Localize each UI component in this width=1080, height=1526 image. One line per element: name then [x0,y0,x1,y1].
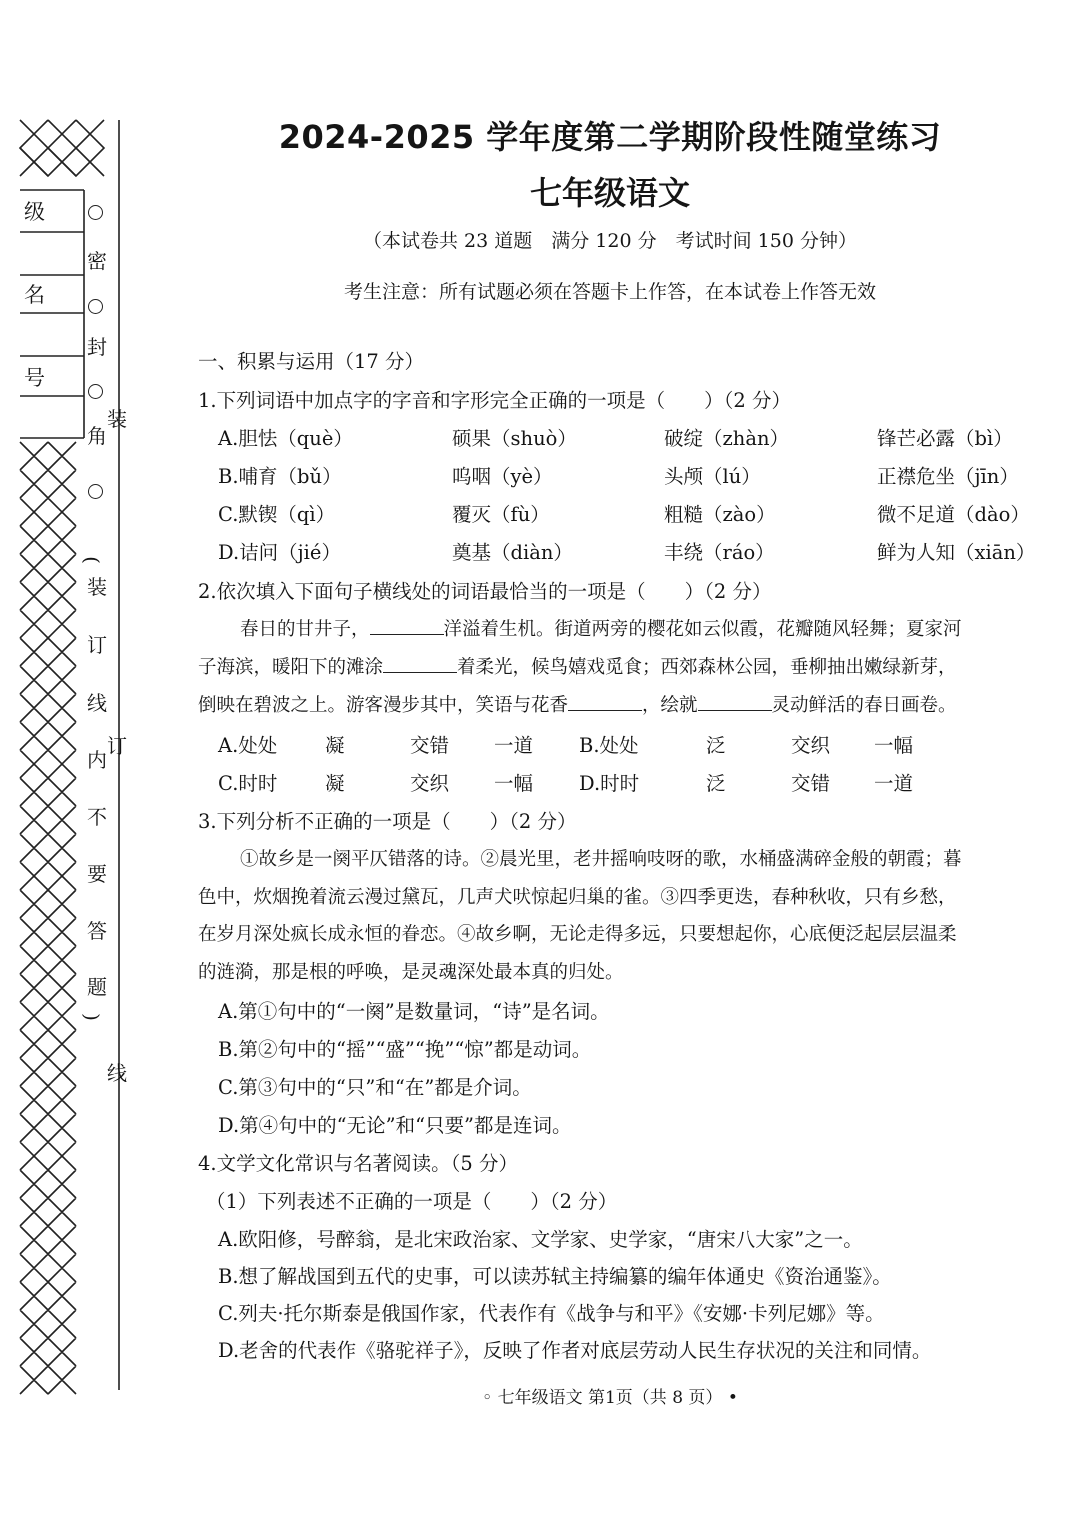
q1-option: 硕果（shuò） [452,427,577,450]
q2-option: 凝 [325,772,345,795]
seal-circle-icon [88,299,103,314]
q1-option: 头颅（lú） [664,465,761,488]
q2-option: 交错 [410,734,450,757]
no-answer-char: 题 [87,975,107,999]
q2-text: 春日的甘井子， [240,619,370,640]
q4-stem: 4.文学文化常识与名著阅读。（5 分） [198,1152,518,1175]
q1-option: 鲜为人知（xiān） [877,541,1036,564]
no-answer-char: 线 [87,691,107,715]
q2-text: 倒映在碧波之上。游客漫步其中，笑语与花香 [198,695,569,716]
q4-sub1-stem: （1）下列表述不正确的一项是（ ）（2 分） [206,1190,618,1213]
q2-stem: 2.依次填入下面句子横线处的词语最恰当的一项是（ ）（2 分） [198,580,772,603]
q4-choice: B.想了解战国到五代的史事，可以读苏轼主持编纂的编年体通史《资治通鉴》。 [218,1265,892,1288]
no-answer-char: 不 [87,805,107,829]
q1-option: 呜咽（yè） [452,465,553,488]
q2-text: 灵动鲜活的春日画卷。 [771,695,957,716]
q2-passage-line [198,653,1068,679]
q2-option: 一道 [494,734,534,757]
q1-option: 粗糙（zào） [664,503,776,526]
margin-lattice [0,0,140,1526]
binding-margin [0,0,140,1526]
q2-option: 泛 [706,772,726,795]
exam-subject: 七年级语文 [529,174,690,212]
q2-option: 凝 [325,734,345,757]
q3-choice: D.第④句中的“无论”和“只要”都是连词。 [218,1114,572,1137]
q1-option: 丰绕（ráo） [664,541,775,564]
q2-option: A.处处 [218,734,278,757]
paren-close: ) [79,1013,104,1021]
name-label: 名 [24,283,45,307]
q3-choice: B.第②句中的“摇”“盛”“挽”“惊”都是动词。 [218,1038,592,1061]
number-label: 号 [24,366,45,390]
seal-circle-icon [88,384,103,399]
binding-char: 线 [107,1061,127,1085]
section-heading: 一、积累与运用（17 分） [198,350,425,373]
q4-choice: A.欧阳修，号醉翁，是北宋政治家、文学家、史学家，“唐宋八大家”之一。 [218,1228,863,1251]
q3-passage-line: ①故乡是一阕平仄错落的诗。②晨光里，老井摇响吱呀的歌，水桶盛满碎金般的朝霞；暮 [240,849,962,870]
q2-option: D.时时 [579,772,640,795]
q2-option: 泛 [706,734,726,757]
q2-text: ，绘就 [642,695,698,716]
q3-choice: C.第③句中的“只”和“在”都是介词。 [218,1076,532,1099]
no-answer-char: 装 [87,575,107,599]
q2-option: C.时时 [218,772,278,795]
q1-option: C.默锲（qì） [218,503,336,526]
q2-option: 交织 [410,772,450,795]
no-answer-char: 要 [87,862,107,886]
page-footer: ◦ 七年级语文 第1页（共 8 页） • [482,1388,738,1408]
exam-notice: 考生注意：所有试题必须在答题卡上作答，在本试卷上作答无效 [343,281,876,303]
binding-char: 装 [107,407,127,431]
class-label: 级 [24,200,45,224]
q3-stem: 3.下列分析不正确的一项是（ ）（2 分） [198,810,577,833]
q2-option: 交织 [791,734,831,757]
q3-passage-line: 在岁月深处疯长成永恒的眷恋。④故乡啊，无论走得多远，只要想起你，心底便泛起层层温柔 [198,924,957,945]
q1-option: 正襟危坐（jīn） [877,465,1019,488]
seal-char: 角 [87,424,107,448]
q2-text: 洋溢着生机。街道两旁的樱花如云似霞，花瓣随风轻舞；夏家河 [443,619,962,640]
q2-text: 着柔光，候鸟嬉戏觅食；西郊森林公园，垂柳抽出嫩绿新芽， [457,657,957,678]
q2-option: 一道 [874,772,914,795]
no-answer-char: 内 [87,748,107,772]
q1-option: B.哺育（bǔ） [218,465,342,488]
fill-blank [568,692,642,711]
q4-choice: C.列夫·托尔斯泰是俄国作家，代表作有《战争与和平》《安娜·卡列尼娜》等。 [218,1302,885,1325]
q3-choice: A.第①句中的“一阕”是数量词，“诗”是名词。 [218,1000,610,1023]
q3-passage-line: 的涟漪，那是根的呼唤，是灵魂深处最本真的归处。 [198,962,624,983]
no-answer-char: 答 [87,919,107,943]
seal-char: 密 [87,249,107,273]
q1-option: 奠基（diàn） [452,541,573,564]
seal-circle-icon [88,205,103,220]
seal-char: 封 [87,335,107,359]
seal-circle-icon [88,484,103,499]
fill-blank [370,616,444,635]
no-answer-char: 订 [87,633,107,657]
paren-open: ( [79,556,104,564]
q4-choice: D.老舍的代表作《骆驼祥子》，反映了作者对底层劳动人民生存状况的关注和同情。 [218,1339,932,1362]
q1-option: D.诘问（jié） [218,541,341,564]
q2-option: 交错 [791,772,831,795]
exam-title: 2024-2025 学年度第二学期阶段性随堂练习 [278,118,942,156]
q3-passage-line: 色中，炊烟挽着流云漫过黛瓦，几声犬吠惊起归巢的雀。③四季更迭，春种秋收，只有乡愁， [198,887,957,908]
exam-info: （本试卷共 23 道题 满分 120 分 考试时间 150 分钟） [363,230,857,252]
q2-option: 一幅 [874,734,914,757]
q2-passage-line [240,615,1080,641]
lattice-pattern [20,442,76,1394]
q1-option: 锋芒必露（bì） [877,427,1013,450]
q2-option: B.处处 [579,734,639,757]
fill-blank [383,654,457,673]
binding-char: 订 [107,734,127,758]
q2-option: 一幅 [494,772,534,795]
q2-passage-line [198,691,1068,717]
q1-option: 破绽（zhàn） [664,427,790,450]
q1-option: 微不足道（dào） [877,503,1030,526]
q2-text: 子海滨，暖阳下的滩涂 [198,657,384,678]
q1-option: A.胆怯（què） [218,427,353,450]
fill-blank [698,692,772,711]
q1-option: 覆灭（fù） [452,503,550,526]
q1-stem: 1.下列词语中加点字的字音和字形完全正确的一项是（ ）（2 分） [198,389,791,412]
